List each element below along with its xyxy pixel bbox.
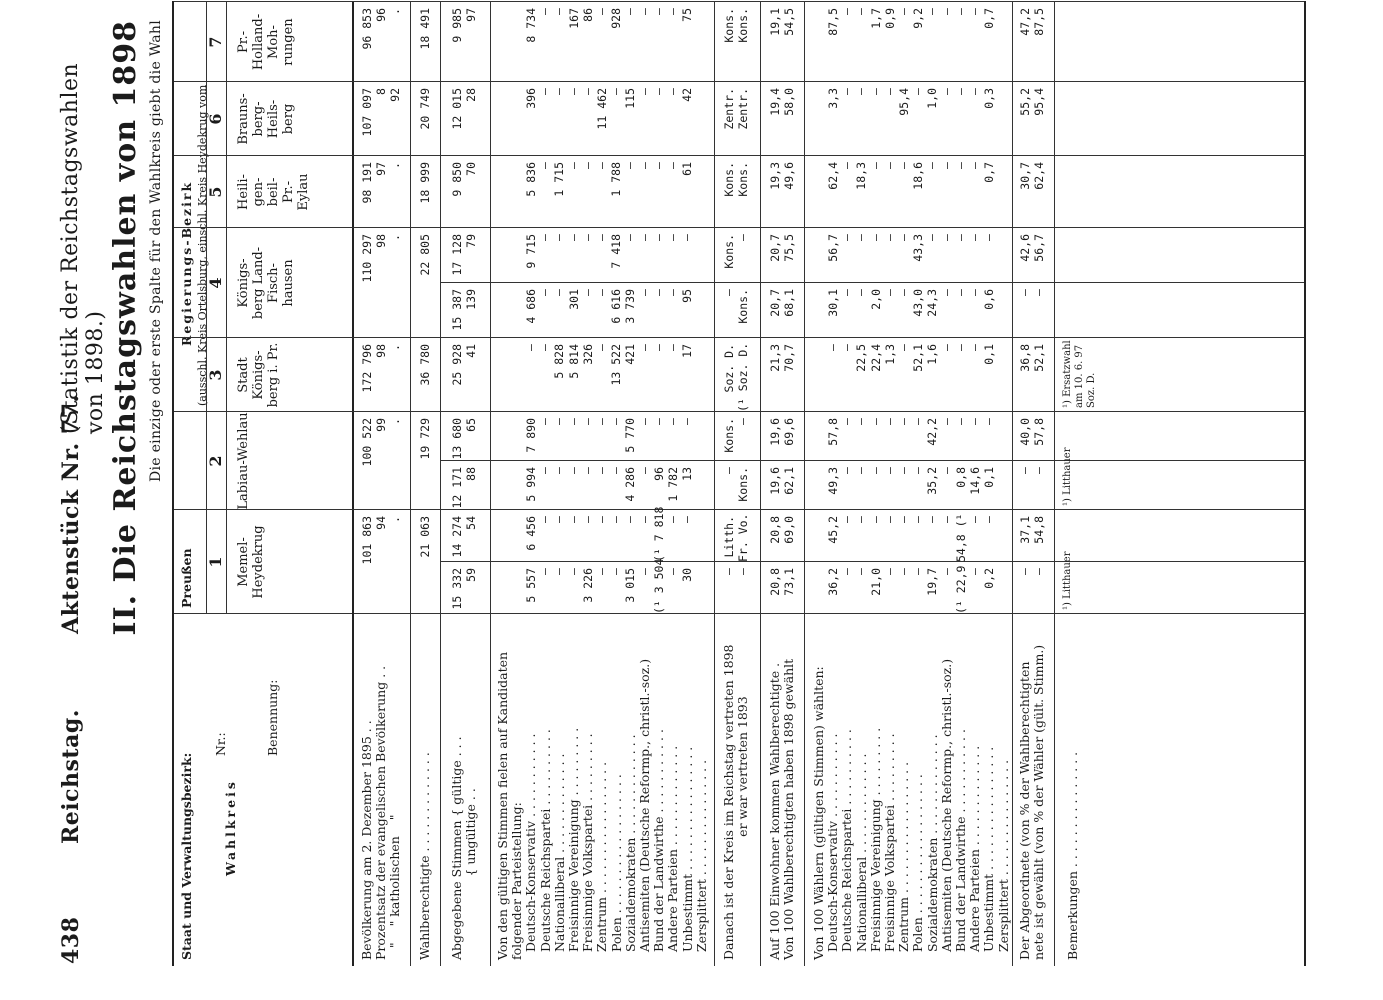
cell-proz_a: 30,1 — — 2,0 — — 43,0 24,3 — — — 0,6 bbox=[826, 289, 997, 317]
column-number: 3 bbox=[206, 369, 225, 381]
row-rule bbox=[490, 1, 491, 966]
page-number: 438 bbox=[58, 916, 84, 964]
cell-auf100_a: 19,6 62,1 bbox=[768, 467, 797, 495]
cell-proz_b: 56,7 — — — — — 43,3 — — — — — bbox=[826, 234, 997, 262]
cell-parteien_a: 396 — — — — 11 462 — 115 — — — 42 bbox=[524, 88, 695, 130]
cell-auf100_a: 20,8 73,1 bbox=[768, 568, 797, 596]
cell-bev: 100 522 99 . bbox=[360, 418, 403, 467]
cell-wb: 21 063 bbox=[418, 516, 432, 558]
cell-parteien_a: 4 686 — — 301 — — 6 616 3 739 — — — 95 bbox=[524, 289, 695, 324]
cell-proz_b: 45,2 — — — — — — — — 54,8 (¹ — — bbox=[826, 513, 997, 562]
row-rule bbox=[1054, 1, 1055, 966]
cell-vertr_a bbox=[722, 0, 750, 2]
cell-abgo_b: 40,0 57,8 bbox=[1018, 418, 1047, 446]
row-label-abgegebene: Abgegebene Stimmen { gültige . . . { ungültige . . bbox=[449, 736, 479, 960]
cell-bemerkung: ¹) Litthauer bbox=[1062, 447, 1073, 506]
cell-abgo_a: 36,8 52,1 bbox=[1018, 344, 1047, 372]
cell-bemerkung: ¹) Litthauer bbox=[1062, 551, 1073, 610]
column-name: Labiau-Wehlau bbox=[236, 412, 251, 510]
row-label-parteien: Von den gültigen Stimmen fielen auf Kandidaten folgender Parteistellung: Deutsch-Konservativ . . . . . . . . . . . Deutsche Reichspartei . . . . . . . . . . Nationalliberal . . . . . . . . . . . . . Freisinnige Vereinigung . . . . . . . . . Freisinnige Volkspartei . . . . . . . . . Zentrum . . . . . . . . . . . . . . . . . Polen . . . . . . . . . . . . . . . . . . Sozialdemokraten . . . . . . . . . . . . . Antisemiten (Deutsche Reformp., christl.-soz.) Bund der Landwirthe . . . . . . . . . . . Andere Parteien . . . . . . . . . . . . . Unbestimmt . . . . . . . . . . . . . . . . Zersplittert . . . . . . . . . . . . . . . bbox=[495, 651, 709, 960]
cell-vertr_b: Kons. — bbox=[722, 418, 751, 453]
cell-proz_a: 49,3 — — — — — — 35,2 — 0,8 14,6 0,1 bbox=[826, 467, 997, 495]
cell-abg_a: 15 332 59 bbox=[450, 568, 479, 610]
cell-parteien_a: 5 994 — — — — — — 4 286 — 96 1 782 13 bbox=[524, 467, 695, 502]
cell-abgo_a: 30,7 62,4 bbox=[1018, 162, 1047, 190]
region-subheader: (ausschl. Kreis Ortelsburg, einschl. Kreis Heydekrug vom bbox=[196, 84, 209, 406]
election-table bbox=[172, 1, 1306, 966]
nr-label: Nr.: bbox=[213, 732, 228, 756]
cell-wb: 36 780 bbox=[418, 344, 432, 386]
cell-bemerkung: ¹) Ersatzwahl am 10. 6. 97 Soz. D. bbox=[1062, 340, 1097, 408]
cell-proz_b: 57,8 — — — — — — 42,2 — — — — bbox=[826, 418, 997, 446]
header-divider bbox=[226, 1, 227, 614]
column-name: Memel- Heydekrug bbox=[236, 525, 266, 599]
cell-wb: 22 805 bbox=[418, 234, 432, 276]
row-label-vertreten: Danach ist der Kreis im Reichstag vertreten 1898 er war vertreten 1893 bbox=[721, 644, 751, 960]
cell-abgo_b: 42,6 56,7 bbox=[1018, 234, 1047, 262]
running-header bbox=[52, 34, 108, 964]
cell-vertr_b: Litth. Fr. Vo. bbox=[722, 513, 751, 562]
section-subtitle: Die einzige oder erste Spalte für den Wahlkreis giebt die Wahl bbox=[148, 20, 164, 483]
column-number: 7 bbox=[206, 36, 225, 48]
row-label-bemerkungen: Bemerkungen . . . . . . . . . . . . . . . bbox=[1065, 751, 1080, 960]
cell-proz_a bbox=[826, 0, 996, 2]
row-label-von100: Von 100 Wählern (gültigen Stimmen) wählten: Deutsch-Konservativ . . . . . . . . . . . Deutsche Reichspartei . . . . . . . . . . Nationalliberal . . . . . . . . . . . . . Freisinnige Vereinigung . . . . . . . . . Freisinnige Volkspartei . . . . . . . . . Zentrum . . . . . . . . . . . . . . . . . Polen . . . . . . . . . . . . . . . . . . Sozialdemokraten . . . . . . . . . . . . . Antisemiten (Deutsche Reformp., christl.-soz.) Bund der Landwirthe . . . . . . . . . . . Andere Parteien . . . . . . . . . . . . . Unbestimmt . . . . . . . . . . . . . . . . Zersplittert . . . . . . . . . . . . . . . bbox=[811, 658, 1011, 960]
cell-abg_a: 9 985 97 bbox=[450, 8, 479, 43]
cell-abg_a: 9 850 70 bbox=[450, 162, 479, 197]
cell-abg_b: 14 274 54 bbox=[450, 516, 479, 558]
cell-abg_a: 12 171 88 bbox=[450, 467, 479, 509]
cell-abgo_a: — — bbox=[1018, 289, 1047, 296]
row-rule bbox=[440, 1, 441, 966]
cell-auf100_b: 19,6 69,6 bbox=[768, 418, 797, 446]
running-title: Reichstag. bbox=[58, 709, 84, 844]
benennung-label: Benennung: bbox=[265, 679, 280, 756]
column-number: 6 bbox=[206, 113, 225, 125]
row-label-abgeordnete: Der Abgeordnete (von % der Wahlberechtigten nete ist gewählt (von % der Wähler (gült. Stimm.) bbox=[1017, 644, 1047, 960]
cell-vertr_b: Kons. — bbox=[722, 234, 751, 269]
cell-proz_a: 87,5 — — 1,7 0,9 — 9,2 — — — — 0,7 bbox=[826, 8, 997, 36]
row-label-wahlberechtigte: Wahlberechtigte . . . . . . . . . . . . . bbox=[417, 752, 432, 960]
cell-bev: 98 191 97 . bbox=[360, 162, 403, 204]
cell-bev: 96 853 96 . bbox=[360, 8, 403, 50]
state-name: Preußen bbox=[179, 548, 194, 608]
cell-abgo_a bbox=[1018, 0, 1046, 2]
cell-proz_a: 62,4 — 18,3 — — — 18,6 — — — — 0,7 bbox=[826, 162, 997, 190]
cell-abgo_a: 55,2 95,4 bbox=[1018, 88, 1047, 116]
column-name: Pr.- Holland- Moh- rungen bbox=[236, 13, 296, 71]
cell-parteien_a: 5 836 — 1 715 — — — 1 788 — — — — 61 bbox=[524, 162, 695, 197]
column-number: 5 bbox=[206, 186, 225, 198]
cell-proz_a: 36,2 — — 21,0 — — — 19,7 — (¹ 22,9 — 0,2 bbox=[826, 565, 997, 614]
cell-parteien_a bbox=[524, 0, 694, 2]
cell-parteien_a: — — 5 828 5 814 326 — 13 522 421 — — — 17 bbox=[524, 344, 695, 386]
cell-auf100_b: 20,8 69,0 bbox=[768, 516, 797, 544]
cell-wb: 18 491 bbox=[418, 8, 432, 50]
cell-abg_b: 13 680 65 bbox=[450, 418, 479, 460]
column-name: Heili- gen- beil- Pr.- Eylau bbox=[236, 173, 311, 211]
cell-auf100_a: 19,3 49,6 bbox=[768, 162, 797, 190]
column-name: Brauns- berg- Heils- berg bbox=[236, 93, 296, 145]
column-number: 4 bbox=[206, 277, 225, 289]
state-header: Staat und Verwaltungsbezirk: bbox=[179, 752, 194, 960]
cell-abg_a: 15 387 139 bbox=[450, 289, 479, 331]
column-number: 2 bbox=[206, 455, 225, 467]
cell-wb: 20 749 bbox=[418, 88, 432, 130]
header-divider bbox=[206, 1, 207, 614]
row-rule bbox=[760, 1, 761, 966]
cell-parteien_b: 7 890 — — — — — — 5 770 — — — — bbox=[524, 418, 695, 453]
cell-abgo_a: — — bbox=[1018, 467, 1047, 474]
section-title: II. Die Reichstagswahlen von 1898 bbox=[108, 20, 143, 636]
cell-abg_a bbox=[450, 0, 478, 2]
cell-parteien_a: 5 557 — — — 3 226 — — 3 015 — (¹ 3 504 — 30 bbox=[524, 558, 695, 614]
row-label-bevoelkerung: Bevölkerung am 2. Dezember 1895 . . Prozentsatz der evangelischen Bevölkerung . . " " katholischen " bbox=[359, 665, 403, 960]
cell-abg_a: 12 015 28 bbox=[450, 88, 479, 130]
cell-auf100_a: 21,3 70,7 bbox=[768, 344, 797, 372]
row-rule bbox=[1012, 1, 1013, 966]
row-rule bbox=[410, 1, 411, 966]
column-number bbox=[208, 0, 224, 2]
cell-vertr_a: — Kons. bbox=[722, 289, 751, 324]
cell-vertr_a: Zentr. Zentr. bbox=[722, 88, 751, 130]
cell-auf100_b: 20,7 75,5 bbox=[768, 234, 797, 262]
cell-abgo_a: 47,2 87,5 bbox=[1018, 8, 1047, 36]
cell-vertr_a: Kons. Kons. bbox=[722, 162, 751, 197]
cell-bev: 110 297 98 . bbox=[360, 234, 403, 283]
aktenstueck-number: Aktenstück Nr. 77. bbox=[58, 394, 84, 634]
cell-proz_a: 3,3 — — — — 95,4 — 1,0 — — — 0,3 bbox=[826, 88, 997, 116]
cell-auf100_a: 20,7 68,1 bbox=[768, 289, 797, 317]
cell-wb: 19 729 bbox=[418, 418, 432, 460]
cell-auf100_a: 19,4 58,0 bbox=[768, 88, 797, 116]
cell-vertr_a: — — bbox=[722, 568, 751, 575]
column-name: Königs- berg Land- Fisch- hausen bbox=[236, 246, 296, 320]
cell-abgo_b: 37,1 54,8 bbox=[1018, 516, 1047, 544]
column-name bbox=[236, 0, 296, 2]
cell-vertr_a: — Kons. bbox=[722, 467, 751, 502]
row-rule bbox=[804, 1, 805, 966]
cell-bev: 107 097 8 92 bbox=[360, 88, 403, 137]
row-label-auf100: Auf 100 Einwohner kommen Wahlberechtigte . Von 100 Wahlberechtigten haben 1898 gewählt bbox=[767, 658, 797, 960]
cell-parteien_b: 9 715 — — — — — 7 418 — — — — — bbox=[524, 234, 695, 269]
cell-abg_b: 17 128 79 bbox=[450, 234, 479, 276]
cell-abg_a: 25 928 41 bbox=[450, 344, 479, 386]
cell-parteien_a: 8 734 — — 167 86 — 928 — — — — 75 bbox=[524, 8, 695, 43]
cell-parteien_b: 6 456 — — — — — — — — (¹ 7 818 — — bbox=[524, 506, 695, 562]
cell-bev bbox=[360, 0, 403, 2]
cell-bev: 172 796 98 . bbox=[360, 344, 403, 393]
cell-wb: 18 999 bbox=[418, 162, 432, 204]
cell-vertr_a: Soz. D. (¹ Soz. D. bbox=[722, 342, 751, 412]
cell-wb bbox=[418, 0, 432, 2]
cell-auf100_a bbox=[768, 0, 796, 2]
statistik-title: (Statistik der Reichstagswahlen von 1898.) bbox=[58, 62, 108, 434]
wahlkreis-label: Wahlkreis bbox=[223, 779, 238, 876]
header-bottom-rule bbox=[352, 1, 354, 966]
column-name: Stadt Königs- berg i. Pr. bbox=[236, 342, 281, 408]
cell-abgo_a: — — bbox=[1018, 568, 1047, 575]
cell-proz_a: — — 22,5 22,4 1,3 — 52,1 1,6 — — — 0,1 bbox=[826, 344, 997, 372]
cell-vertr_a: Kons. Kons. bbox=[722, 8, 751, 43]
column-number: 1 bbox=[206, 556, 225, 568]
row-rule bbox=[714, 1, 715, 966]
cell-auf100_a: 19,1 54,5 bbox=[768, 8, 797, 36]
region-header: Regierungs-Bezirk bbox=[179, 180, 194, 346]
cell-bev: 101 863 94 . bbox=[360, 516, 403, 565]
